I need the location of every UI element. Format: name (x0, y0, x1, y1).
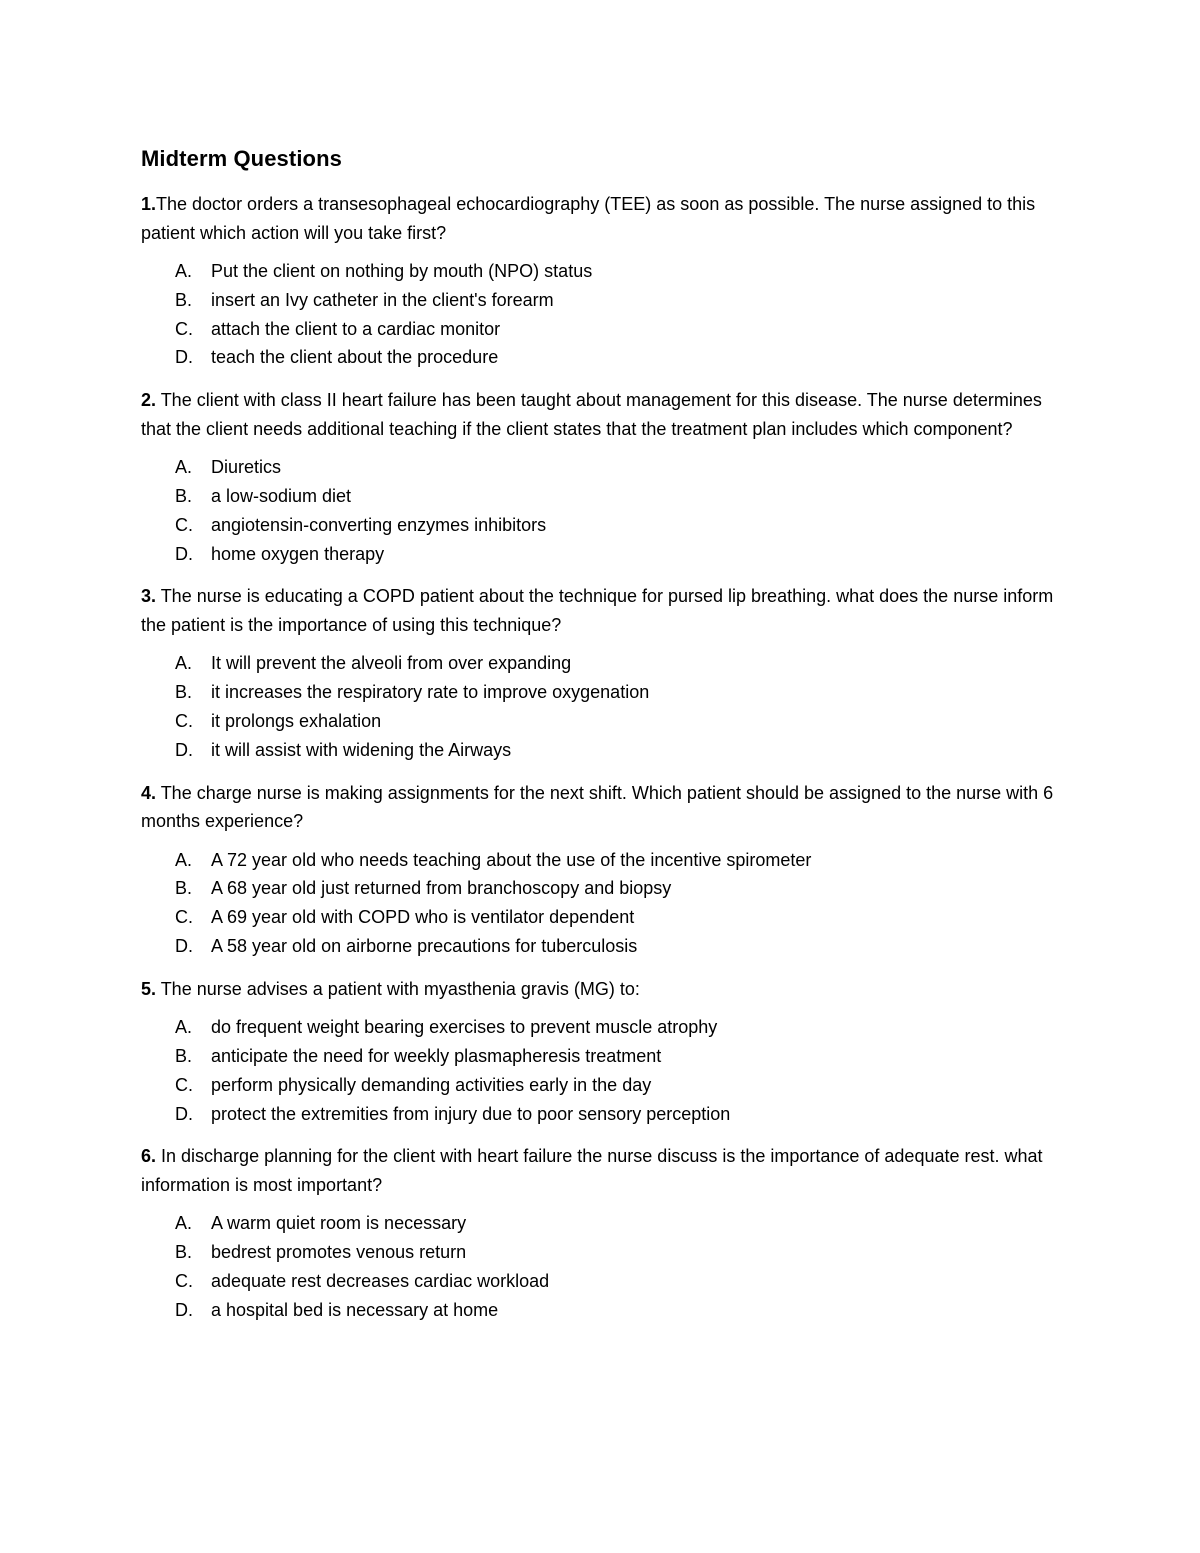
option-text: A 69 year old with COPD who is ventilator dependent (211, 907, 635, 928)
option-letter: C. (175, 710, 193, 731)
option-text: angiotensin-converting enzymes inhibitors (211, 514, 547, 535)
question-number: 2. (141, 390, 157, 411)
option-letter: A. (175, 1213, 193, 1234)
option-text: a low-sodium diet (211, 485, 352, 506)
answer-option (141, 482, 1071, 511)
option-text: it prolongs exhalation (211, 710, 382, 731)
option-letter: A. (175, 1017, 193, 1038)
option-text: teach the client about the procedure (211, 347, 499, 368)
option-letter: D. (175, 739, 193, 760)
option-letter: B. (175, 485, 193, 506)
question-text: The client with class II heart failure has been taught about management for this disease. The nurse determines that the client needs additional teaching if the client states that the treatment plan includes which component? (141, 390, 1042, 439)
answer-options (141, 257, 1071, 372)
question-block (141, 1142, 1071, 1324)
question-number: 6. (141, 1146, 157, 1167)
answer-options (141, 649, 1071, 764)
question-block (141, 779, 1071, 961)
option-letter: C. (175, 1074, 193, 1095)
answer-option (141, 736, 1071, 765)
option-letter: D. (175, 935, 193, 956)
answer-option (141, 1071, 1071, 1100)
answer-option (141, 649, 1071, 678)
option-letter: B. (175, 682, 193, 703)
option-letter: A. (175, 653, 193, 674)
question-text: The nurse advises a patient with myasthenia gravis (MG) to: (156, 978, 640, 999)
answer-option (141, 1209, 1071, 1238)
option-letter: A. (175, 261, 193, 281)
answer-options (141, 453, 1071, 568)
option-text: home oxygen therapy (211, 543, 385, 564)
option-letter: B. (175, 878, 193, 899)
answer-option (141, 315, 1071, 344)
question-number: 3. (141, 586, 157, 607)
question-text: In discharge planning for the client with heart failure the nurse discuss is the importance of adequate rest. what information is most important? (141, 1146, 1043, 1195)
answer-option (141, 707, 1071, 736)
question-block (141, 975, 1071, 1129)
document-page (141, 140, 1071, 1339)
option-letter: D. (175, 1103, 193, 1124)
answer-option (141, 1013, 1071, 1042)
option-text: insert an Ivy catheter in the client's forearm (211, 289, 554, 310)
option-letter: C. (175, 514, 193, 535)
answer-option (141, 846, 1071, 875)
question-stem (141, 190, 1071, 247)
answer-option (141, 874, 1071, 903)
answer-option (141, 932, 1071, 961)
answer-option (141, 1267, 1071, 1296)
answer-option (141, 453, 1071, 482)
question-text: The doctor orders a transesophageal echocardiography (TEE) as soon as possible. The nurse assigned to this patient which action will you take first? (141, 194, 1036, 243)
answer-options (141, 1013, 1071, 1128)
question-stem (141, 1142, 1071, 1199)
answer-option (141, 903, 1071, 932)
option-text: A 58 year old on airborne precautions for tuberculosis (211, 935, 638, 956)
option-text: it will assist with widening the Airways (211, 739, 512, 760)
option-text: A warm quiet room is necessary (211, 1213, 467, 1234)
answer-option (141, 257, 1071, 286)
option-text: adequate rest decreases cardiac workload (211, 1271, 550, 1292)
option-text: Put the client on nothing by mouth (NPO) status (211, 261, 593, 281)
question-number: 5. (141, 978, 157, 999)
option-letter: C. (175, 907, 193, 928)
option-text: a hospital bed is necessary at home (211, 1299, 499, 1320)
question-block (141, 386, 1071, 568)
question-stem (141, 582, 1071, 639)
answer-option (141, 1042, 1071, 1071)
option-text: perform physically demanding activities early in the day (211, 1074, 652, 1095)
option-letter: B. (175, 1242, 193, 1263)
answer-option (141, 1296, 1071, 1325)
option-text: it increases the respiratory rate to improve oxygenation (211, 682, 650, 703)
option-letter: B. (175, 1046, 193, 1067)
option-text: It will prevent the alveoli from over expanding (211, 653, 572, 674)
option-text: protect the extremities from injury due to poor sensory perception (211, 1103, 731, 1124)
option-letter: A. (175, 457, 193, 478)
option-text: Diuretics (211, 457, 282, 478)
question-number: 4. (141, 782, 157, 803)
option-text: do frequent weight bearing exercises to prevent muscle atrophy (211, 1017, 718, 1038)
option-text: anticipate the need for weekly plasmapheresis treatment (211, 1046, 662, 1067)
answer-option (141, 1238, 1071, 1267)
question-stem (141, 386, 1071, 443)
option-letter: A. (175, 849, 193, 870)
option-text: A 72 year old who needs teaching about the use of the incentive spirometer (211, 849, 812, 870)
question-stem (141, 779, 1071, 836)
answer-option (141, 286, 1071, 315)
option-letter: B. (175, 289, 193, 310)
answer-option (141, 511, 1071, 540)
answer-option (141, 1100, 1071, 1129)
option-text: A 68 year old just returned from branchoscopy and biopsy (211, 878, 672, 899)
question-list (141, 190, 1071, 1325)
question-text: The nurse is educating a COPD patient about the technique for pursed lip breathing. what does the nurse inform the patient is the importance of using this technique? (141, 586, 1054, 635)
question-text: The charge nurse is making assignments for the next shift. Which patient should be assigned to the nurse with 6 months experience? (141, 782, 1054, 832)
option-letter: D. (175, 1299, 193, 1320)
option-letter: D. (175, 347, 193, 368)
question-block (141, 582, 1071, 764)
question-stem (141, 975, 1071, 1004)
option-text: bedrest promotes venous return (211, 1242, 467, 1263)
option-letter: D. (175, 543, 193, 564)
answer-options (141, 1209, 1071, 1324)
option-text: attach the client to a cardiac monitor (211, 318, 501, 339)
document-title: Midterm Questions (141, 146, 342, 171)
answer-option (141, 540, 1071, 569)
question-number: 1. (141, 194, 157, 214)
option-letter: C. (175, 1271, 193, 1292)
question-block (141, 190, 1071, 372)
answer-option (141, 343, 1071, 372)
answer-option (141, 678, 1071, 707)
option-letter: C. (175, 318, 193, 339)
answer-options (141, 846, 1071, 961)
